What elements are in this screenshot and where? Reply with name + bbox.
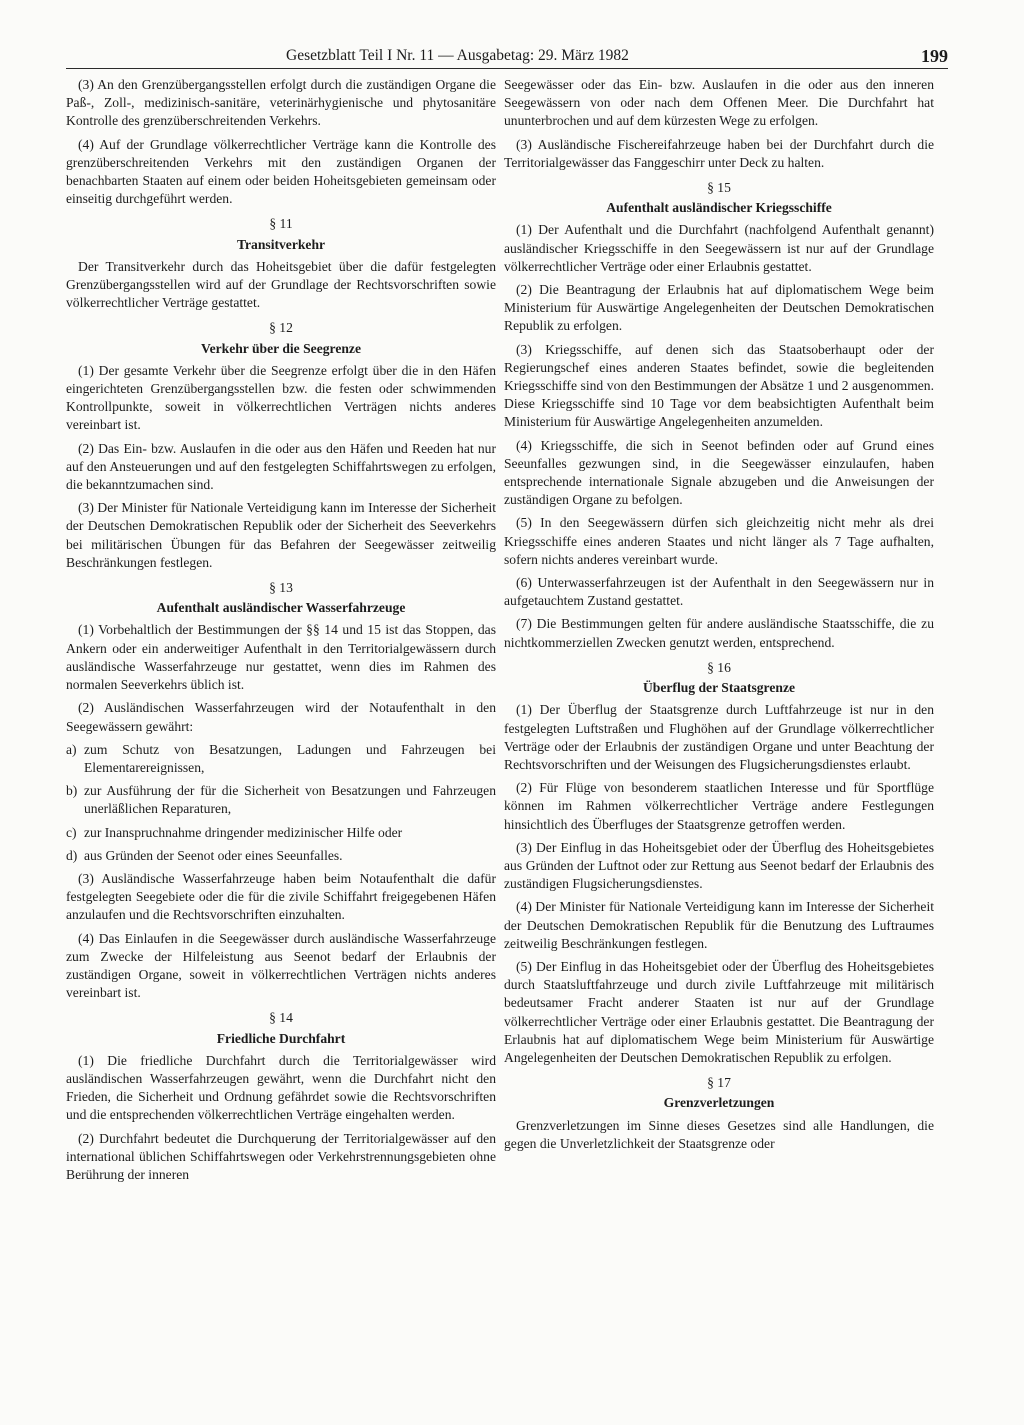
section-number: § 14 xyxy=(269,1010,293,1026)
section-title: Überflug der Staatsgrenze xyxy=(642,680,796,696)
paragraph: (6) Unterwasserfahrzeugen ist der Aufenthalt in den Seegewässern nur in aufgetauchtem Zustand gestattet. xyxy=(504,575,934,609)
left-column xyxy=(66,76,496,1189)
paragraph: (1) Der Überflug der Staatsgrenze durch Luftfahrzeuge ist nur in den festgelegten Luftstraßen und Flughöhen auf der Grundlage völkerrechtlicher Verträge oder der Erlaubnis der zuständigen Organe und unter Beachtung der Rechtsvorschriften und der Weisungen des Flugsicherungsdienstes erlaubt. xyxy=(504,702,934,772)
section-number: § 17 xyxy=(707,1075,731,1091)
paragraph: (3) Ausländische Fischereifahrzeuge haben bei der Durchfahrt durch die Territorialgewässer das Fanggeschirr unter Deck zu halten. xyxy=(504,136,934,170)
list-item xyxy=(66,782,496,818)
section-number: § 15 xyxy=(707,180,731,196)
paragraph: Seegewässer oder das Ein- bzw. Auslaufen in die oder aus den inneren Seegewässern von oder nach dem Offenen Meer. Die Durchfahrt hat ununterbrochen und auf dem kürzesten Wege zu erfolgen. xyxy=(504,77,934,129)
paragraph: (2) Ausländischen Wasserfahrzeugen wird der Notaufenthalt in den Seegewässern gewährt: xyxy=(66,700,496,734)
section-number: § 13 xyxy=(269,580,293,596)
paragraph: (1) Der gesamte Verkehr über die Seegrenze erfolgt über die in den Häfen eingerichteten Grenzübergangsstellen bzw. die festen oder schwimmenden Kontrollpunkte, soweit in völkerrechtlichen Verträgen nichts anderes vereinbart ist. xyxy=(66,362,496,433)
paragraph: (4) Kriegsschiffe, die sich in Seenot befinden oder auf Grund eines Seeunfalles gezwungen sind, in die Seegewässer einzulaufen, haben entsprechende internationale Signale abzugeben und die Anweisungen der zuständigen Organe zu befolgen. xyxy=(504,437,934,508)
paragraph: (3) Der Minister für Nationale Verteidigung kann im Interesse der Sicherheit der Deutschen Demokratischen Republik oder der Sicherheit des Seeverkehrs bei militärischen Übungen für das Befahren der Seegewässer zeitweilig Beschränkungen festlegen. xyxy=(66,500,496,570)
section-number: § 16 xyxy=(707,659,731,675)
header-title: Gesetzblatt Teil I Nr. 11 — Ausgabetag: 29. März 1982 xyxy=(286,47,629,64)
paragraph: Der Transitverkehr durch das Hoheitsgebiet über die dafür festgelegten Grenzübergangsstellen wird auf der Grundlage der Rechtsvorschriften sowie völkerrechtlicher Verträge gestattet. xyxy=(66,258,496,311)
paragraph: (5) In den Seegewässern dürfen sich gleichzeitig nicht mehr als drei Kriegsschiffe eines anderen Staates und nicht länger als 7 Tage aufhalten, sofern nichts anderes vereinbart wurde. xyxy=(504,515,934,567)
paragraph: Grenzverletzungen im Sinne dieses Gesetzes sind alle Handlungen, die gegen die Unverletzlichkeit der Staatsgrenze oder xyxy=(504,1117,934,1151)
list-item-text: zur Ausführung der für die Sicherheit von Besatzungen und Fahrzeugen unerläßlichen Reparaturen, xyxy=(84,783,496,817)
section-title: Verkehr über die Seegrenze xyxy=(201,340,361,356)
section-title: Grenzverletzungen xyxy=(663,1095,775,1111)
list-item-label: d) xyxy=(66,847,78,863)
section-number: § 11 xyxy=(269,216,293,232)
list-item xyxy=(66,741,496,777)
list-item xyxy=(66,824,496,842)
paragraph: (7) Die Bestimmungen gelten für andere ausländische Staatsschiffe, die zu nichtkommerziellen Zwecken genutzt werden, entsprechend. xyxy=(504,616,934,650)
paragraph: (2) Für Flüge von besonderem staatlichen Interesse und für Sportflüge können im Rahmen völkerrechtlicher Verträge andere Festlegungen hinsichtlich des Überfluges der Staatsgrenze getroffen werden. xyxy=(504,780,934,832)
section-title: Transitverkehr xyxy=(236,236,326,252)
paragraph: (3) Ausländische Wasserfahrzeuge haben beim Notaufenthalt die dafür festgelegten Seegebiete oder die für die zivile Schiffahrt freigegebenen Häfen anzulaufen und die Rechtsvorschriften einzuhalten. xyxy=(66,870,496,923)
paragraph: (5) Der Einflug in das Hoheitsgebiet oder der Überflug des Hoheitsgebietes durch Staatsluftfahrzeuge und durch zivile Luftfahrzeuge mit militärisch bedeutsamer Fracht anderer Staaten ist nur auf der Grundlage völkerrechtlicher Verträge oder einer Erlaubnis gestattet. Die Beantragung der Erlaubnis hat auf diplomatischem Wege beim Ministerium für Auswärtige Angelegenheiten der Deutschen Demokratischen Republik zu erfolgen. xyxy=(504,958,934,1065)
list-item xyxy=(66,847,496,865)
section-title: Aufenthalt ausländischer Wasserfahrzeuge xyxy=(156,600,406,616)
paragraph: (1) Der Aufenthalt und die Durchfahrt (nachfolgend Aufenthalt genannt) ausländischer Kriegsschiffe in den Seegewässern ist nur auf der Grundlage völkerrechtlicher Verträge oder einer Erlaubnis gestattet. xyxy=(504,222,934,274)
list-item-label: b) xyxy=(66,783,78,799)
paragraph: (2) Das Ein- bzw. Auslaufen in die oder aus den Häfen und Reeden hat nur auf den Ansteuerungen und auf den festgelegten Schiffahrtswegen zu erfolgen, die bekanntzumachen sind. xyxy=(66,440,496,493)
paragraph: (3) An den Grenzübergangsstellen erfolgt durch die zuständigen Organe die Paß-, Zoll-, medizinisch-sanitäre, veterinärhygienische und phytosanitäre Kontrolle des grenzüberschreitenden Verkehrs. xyxy=(66,77,496,129)
paragraph: (1) Vorbehaltlich der Bestimmungen der §§ 14 und 15 ist das Stoppen, das Ankern oder ein anderweitiger Aufenthalt in den Territorialgewässern durch ausländische Wasserfahrzeuge nur gestattet, wenn dies im Rahmen des normalen Seeverkehrs üblich ist. xyxy=(66,622,496,693)
section-number: § 12 xyxy=(269,320,293,336)
paragraph: (2) Die Beantragung der Erlaubnis hat auf diplomatischem Wege beim Ministerium für Auswärtige Angelegenheiten der Deutschen Demokratischen Republik zu erfolgen. xyxy=(504,282,934,334)
paragraph: (3) Kriegsschiffe, auf denen sich das Staatsoberhaupt oder der Regierungschef eines anderen Staates befindet, sowie die begleitenden Kriegsschiffe sind von den Bestimmungen der Absätze 1 und 2 ausgenommen. Diese Kriegsschiffe sind 10 Tage vor dem beabsichtigten Aufenthalt beim Ministerium für Auswärtige Angelegenheiten anzumelden. xyxy=(504,341,934,430)
section-title: Aufenthalt ausländischer Kriegsschiffe xyxy=(606,200,832,216)
list-item-text: zur Inanspruchnahme dringender medizinischer Hilfe oder xyxy=(84,824,403,840)
right-column xyxy=(504,76,934,1158)
list-item-text: aus Gründen der Seenot oder eines Seeunfalles. xyxy=(84,847,343,863)
paragraph: (3) Der Einflug in das Hoheitsgebiet oder der Überflug des Hoheitsgebietes aus Gründen der Luftnot oder zur Rettung aus Seenot bedarf der Erlaubnis des zuständigen Flugsicherungsdienstes. xyxy=(504,839,934,892)
header-rule xyxy=(66,68,948,69)
paragraph: (4) Auf der Grundlage völkerrechtlicher Verträge kann die Kontrolle des grenzüberschreitenden Verkehrs mit den zuständigen Organen der benachbarten Staaten auf einem oder beiden Hoheitsgebieten gemeinsam oder einseitig durchgeführt werden. xyxy=(66,136,496,207)
paragraph: (4) Der Minister für Nationale Verteidigung kann im Interesse der Sicherheit der Deutschen Demokratischen Republik für die Benutzung des Luftraumes zeitweilig Beschränkungen festlegen. xyxy=(504,899,934,951)
list-item-label: a) xyxy=(66,741,77,757)
list-item-label: c) xyxy=(66,824,77,840)
paragraph: (2) Durchfahrt bedeutet die Durchquerung der Territorialgewässer auf den international üblichen Schiffahrtswegen oder Verkehrstrennungsgebieten ohne Berührung der inneren xyxy=(66,1130,496,1182)
list-item-text: zum Schutz von Besatzungen, Ladungen und Fahrzeugen bei Elementarereignissen, xyxy=(84,741,496,775)
paragraph: (1) Die friedliche Durchfahrt durch die Territorialgewässer wird ausländischen Wasserfahrzeugen gewährt, wenn die Durchfahrt nicht den Frieden, die Sicherheit und Ordnung gefährdet sowie die Rechtsvorschriften und die entsprechenden völkerrechtlichen Verträge eingehalten werden. xyxy=(66,1052,496,1123)
page-number: 199 xyxy=(921,46,948,66)
section-title: Friedliche Durchfahrt xyxy=(216,1030,346,1046)
paragraph: (4) Das Einlaufen in die Seegewässer durch ausländische Wasserfahrzeuge zum Zwecke der Hilfeleistung aus Seenot bedarf der Erlaubnis der zuständigen Organe, soweit in völkerrechtlichen Verträgen nichts anderes vereinbart ist. xyxy=(66,930,496,1001)
